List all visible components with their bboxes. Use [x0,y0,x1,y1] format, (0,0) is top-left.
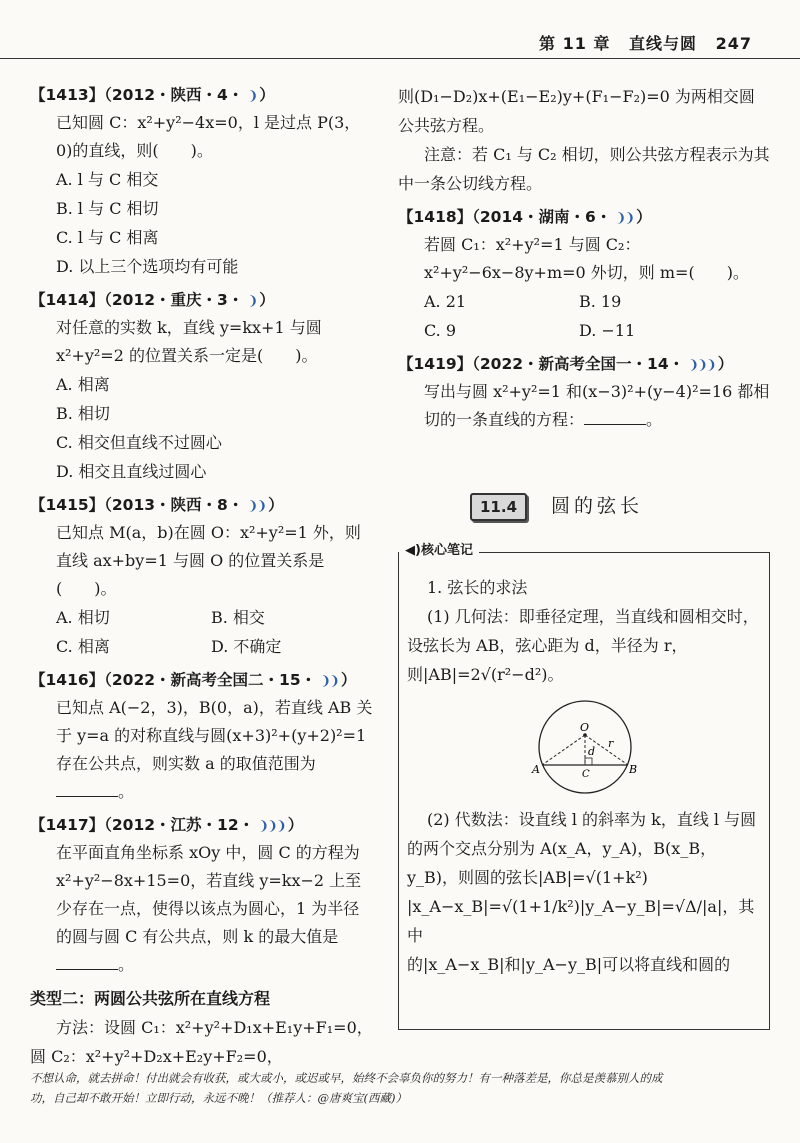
footer-line-1: 不想认命，就去拼命！付出就会有收获，或大或小，或迟或早，始终不会辜负你的努力！有一种落差是，你总是羡慕别人的成 [30,1071,663,1085]
paren-close: ） [259,86,275,104]
stem-end: 。 [118,955,135,974]
question-source: （2012・重庆・3・ [104,291,244,309]
question-1419 [398,351,770,434]
question-number: 【1413】 [30,86,105,104]
label-r: r [608,737,614,750]
question-number: 【1417】 [30,816,105,834]
question-header [398,204,770,231]
question-source: （2013・陕西・8・ [104,496,244,514]
option-row [30,603,375,632]
tangent-note: 注意：若 C₁ 与 C₂ 相切，则公共弦方程表示为其中一条公切线方程。 [398,145,770,193]
paren-close: ） [268,496,284,514]
right-angle-mark [585,758,592,765]
footer-line-2: 功，自己却不敢开始！立即行动，永远不晚！（推荐人：@唐爽宝(西藏)） [30,1091,407,1105]
option-c: C. 相交但直线不过圆心 [56,433,222,452]
core-notes-content [407,573,763,979]
question-header [30,287,375,314]
paren-close: ） [259,291,275,309]
answer-blank[interactable] [56,782,118,797]
common-chord-equation: 则(D₁−D₂)x+(E₁−E₂)y+(F₁−F₂)=0 为两相交圆公共弦方程。 [398,87,755,135]
label-a: A [532,763,540,776]
option-b: B. l 与 C 相切 [56,199,159,218]
motivational-footer [30,1068,770,1108]
question-1417 [30,812,375,979]
chapter-number: 第 11 章 [539,34,611,53]
question-header [398,351,770,378]
question-1418 [398,204,770,345]
question-number: 【1418】 [398,208,473,226]
question-source: （2012・江苏・12・ [104,816,255,834]
paren-close: ） [287,816,304,834]
question-source: （2022・新高考全国一・14・ [472,355,685,373]
answer-blank[interactable] [584,410,646,425]
question-stem-text: 在平面直角坐标系 xOy 中，圆 C 的方程为 x²+y²−8x+15=0，若直线 y=kx−2 上至少存在一点，使得以该点为圆心，1 为半径的圆与圆 C 有公共点，则 k 的最大值是 [56,843,362,946]
difficulty-icon: ❩❩ [615,211,634,226]
type2-section [30,985,375,1071]
question-stem [30,694,375,806]
type2-heading: 类型二：两圆公共弦所在直线方程 [30,989,271,1008]
question-header [30,667,375,694]
question-stem [398,378,770,434]
question-stem: 已知点 M(a，b)在圆 O：x²+y²=1 外，则直线 ax+by=1 与圆 O 的位置关系是( )。 [56,523,361,598]
option-row [398,316,770,345]
option-d: D. 不确定 [211,637,282,656]
question-stem: 若圆 C₁：x²+y²=1 与圆 C₂：x²+y²−6x−8y+m=0 外切，则 m=( )。 [424,235,749,282]
question-1413 [30,82,375,281]
type2-continuation [398,82,770,198]
question-stem-text: 已知点 A(−2，3)，B(0，a)，若直线 AB 关于 y=a 的对称直线与圆(x+3)²+(y+2)²=1 存在公共点，则实数 a 的取值范围为 [56,698,373,773]
option-a: A. 相离 [56,375,110,394]
question-source: （2012・陕西・4・ [104,86,244,104]
running-header [539,34,752,54]
option-row [398,287,770,316]
question-number: 【1414】 [30,291,105,309]
difficulty-icon: ❩❩❩ [258,819,285,834]
page-header [0,12,800,62]
label-c: C [582,769,590,780]
algebraic-continuation: 的|x_A−x_B|和|y_A−y_B|可以将直线和圆的 [407,955,731,974]
left-column [30,82,375,1077]
notes-item-1: 1. 弦长的求法 [427,578,528,597]
option-c: C. l 与 C 相离 [56,228,159,247]
option-a: A. l 与 C 相交 [56,170,159,189]
stem-end: 。 [646,410,663,429]
question-stem: 已知圆 C：x²+y²−4x=0，l 是过点 P(3，0)的直线，则( )。 [56,113,361,160]
question-1414 [30,287,375,486]
paren-close: ） [340,671,357,689]
question-stem [30,839,375,979]
core-notes-label: ◀)核心笔记 [399,543,479,559]
paren-close: ） [717,355,734,373]
difficulty-icon: ❩ [247,89,257,104]
option-c: C. 相离 [56,637,110,656]
section-name: 圆的弦长 [551,495,644,518]
option-a: A. 21 [424,292,467,311]
label-b: B [629,763,638,776]
question-number: 【1419】 [398,355,473,373]
core-notes-box [398,543,770,1030]
page-number: 247 [715,34,752,53]
difficulty-icon: ❩❩ [247,499,266,514]
option-d: D. 以上三个选项均有可能 [56,257,239,276]
label-d: d [588,745,596,758]
option-d: D. 相交且直线过圆心 [56,462,207,481]
difficulty-icon: ❩❩ [320,674,338,689]
question-header [30,82,375,109]
question-number: 【1416】 [30,671,105,689]
option-d: D. −11 [579,321,636,340]
option-b: B. 19 [579,292,622,311]
option-b: B. 相切 [56,404,110,423]
algebraic-method: (2) 代数法：设直线 l 的斜率为 k，直线 l 与圆的两个交点分别为 A(x_A，y_A)，B(x_B，y_B)，则圆的弦长|AB|=√(1+k²) [407,810,757,887]
option-b: B. 相交 [211,608,265,627]
paren-close: ） [636,208,652,226]
question-1415 [30,492,375,661]
section-number-badge: 11.4 [470,493,527,522]
option-c: C. 9 [424,321,457,340]
question-source: （2022・新高考全国二・15・ [104,671,317,689]
label-o: O [580,721,590,734]
question-stem: 对任意的实数 k，直线 y=kx+1 与圆 x²+y²=2 的位置关系一定是( )。 [56,318,322,365]
right-column [398,82,770,440]
algebraic-formula: |x_A−x_B|=√(1+1/k²)|y_A−y_B|=√Δ/|a|，其中 [407,897,755,945]
question-source: （2014・湖南・6・ [472,208,612,226]
question-stem-text: 写出与圆 x²+y²=1 和(x−3)²+(y−4)²=16 都相切的一条直线的方程： [424,382,770,429]
geometric-method: (1) 几何法：即垂径定理，当直线和圆相交时，设弦长为 AB，弦心距为 d，半径为 r，则|AB|=2√(r²−d²)。 [407,607,759,684]
radius-line-a [542,735,585,765]
question-header [30,812,375,839]
question-1416 [30,667,375,806]
header-rule [0,58,800,59]
question-number: 【1415】 [30,496,105,514]
answer-blank[interactable] [56,955,118,970]
chord-diagram [530,695,640,803]
option-row [30,632,375,661]
difficulty-icon: ❩❩❩ [688,358,715,373]
stem-end: 。 [118,782,135,801]
difficulty-icon: ❩ [247,294,257,309]
chapter-title: 直线与圆 [629,34,698,53]
option-a: A. 相切 [56,608,110,627]
type2-method: 方法：设圆 C₁：x²+y²+D₁x+E₁y+F₁=0，圆 C₂：x²+y²+D₂x+E₂y+F₂=0， [30,1018,373,1066]
question-header [30,492,375,519]
section-title [470,490,643,524]
